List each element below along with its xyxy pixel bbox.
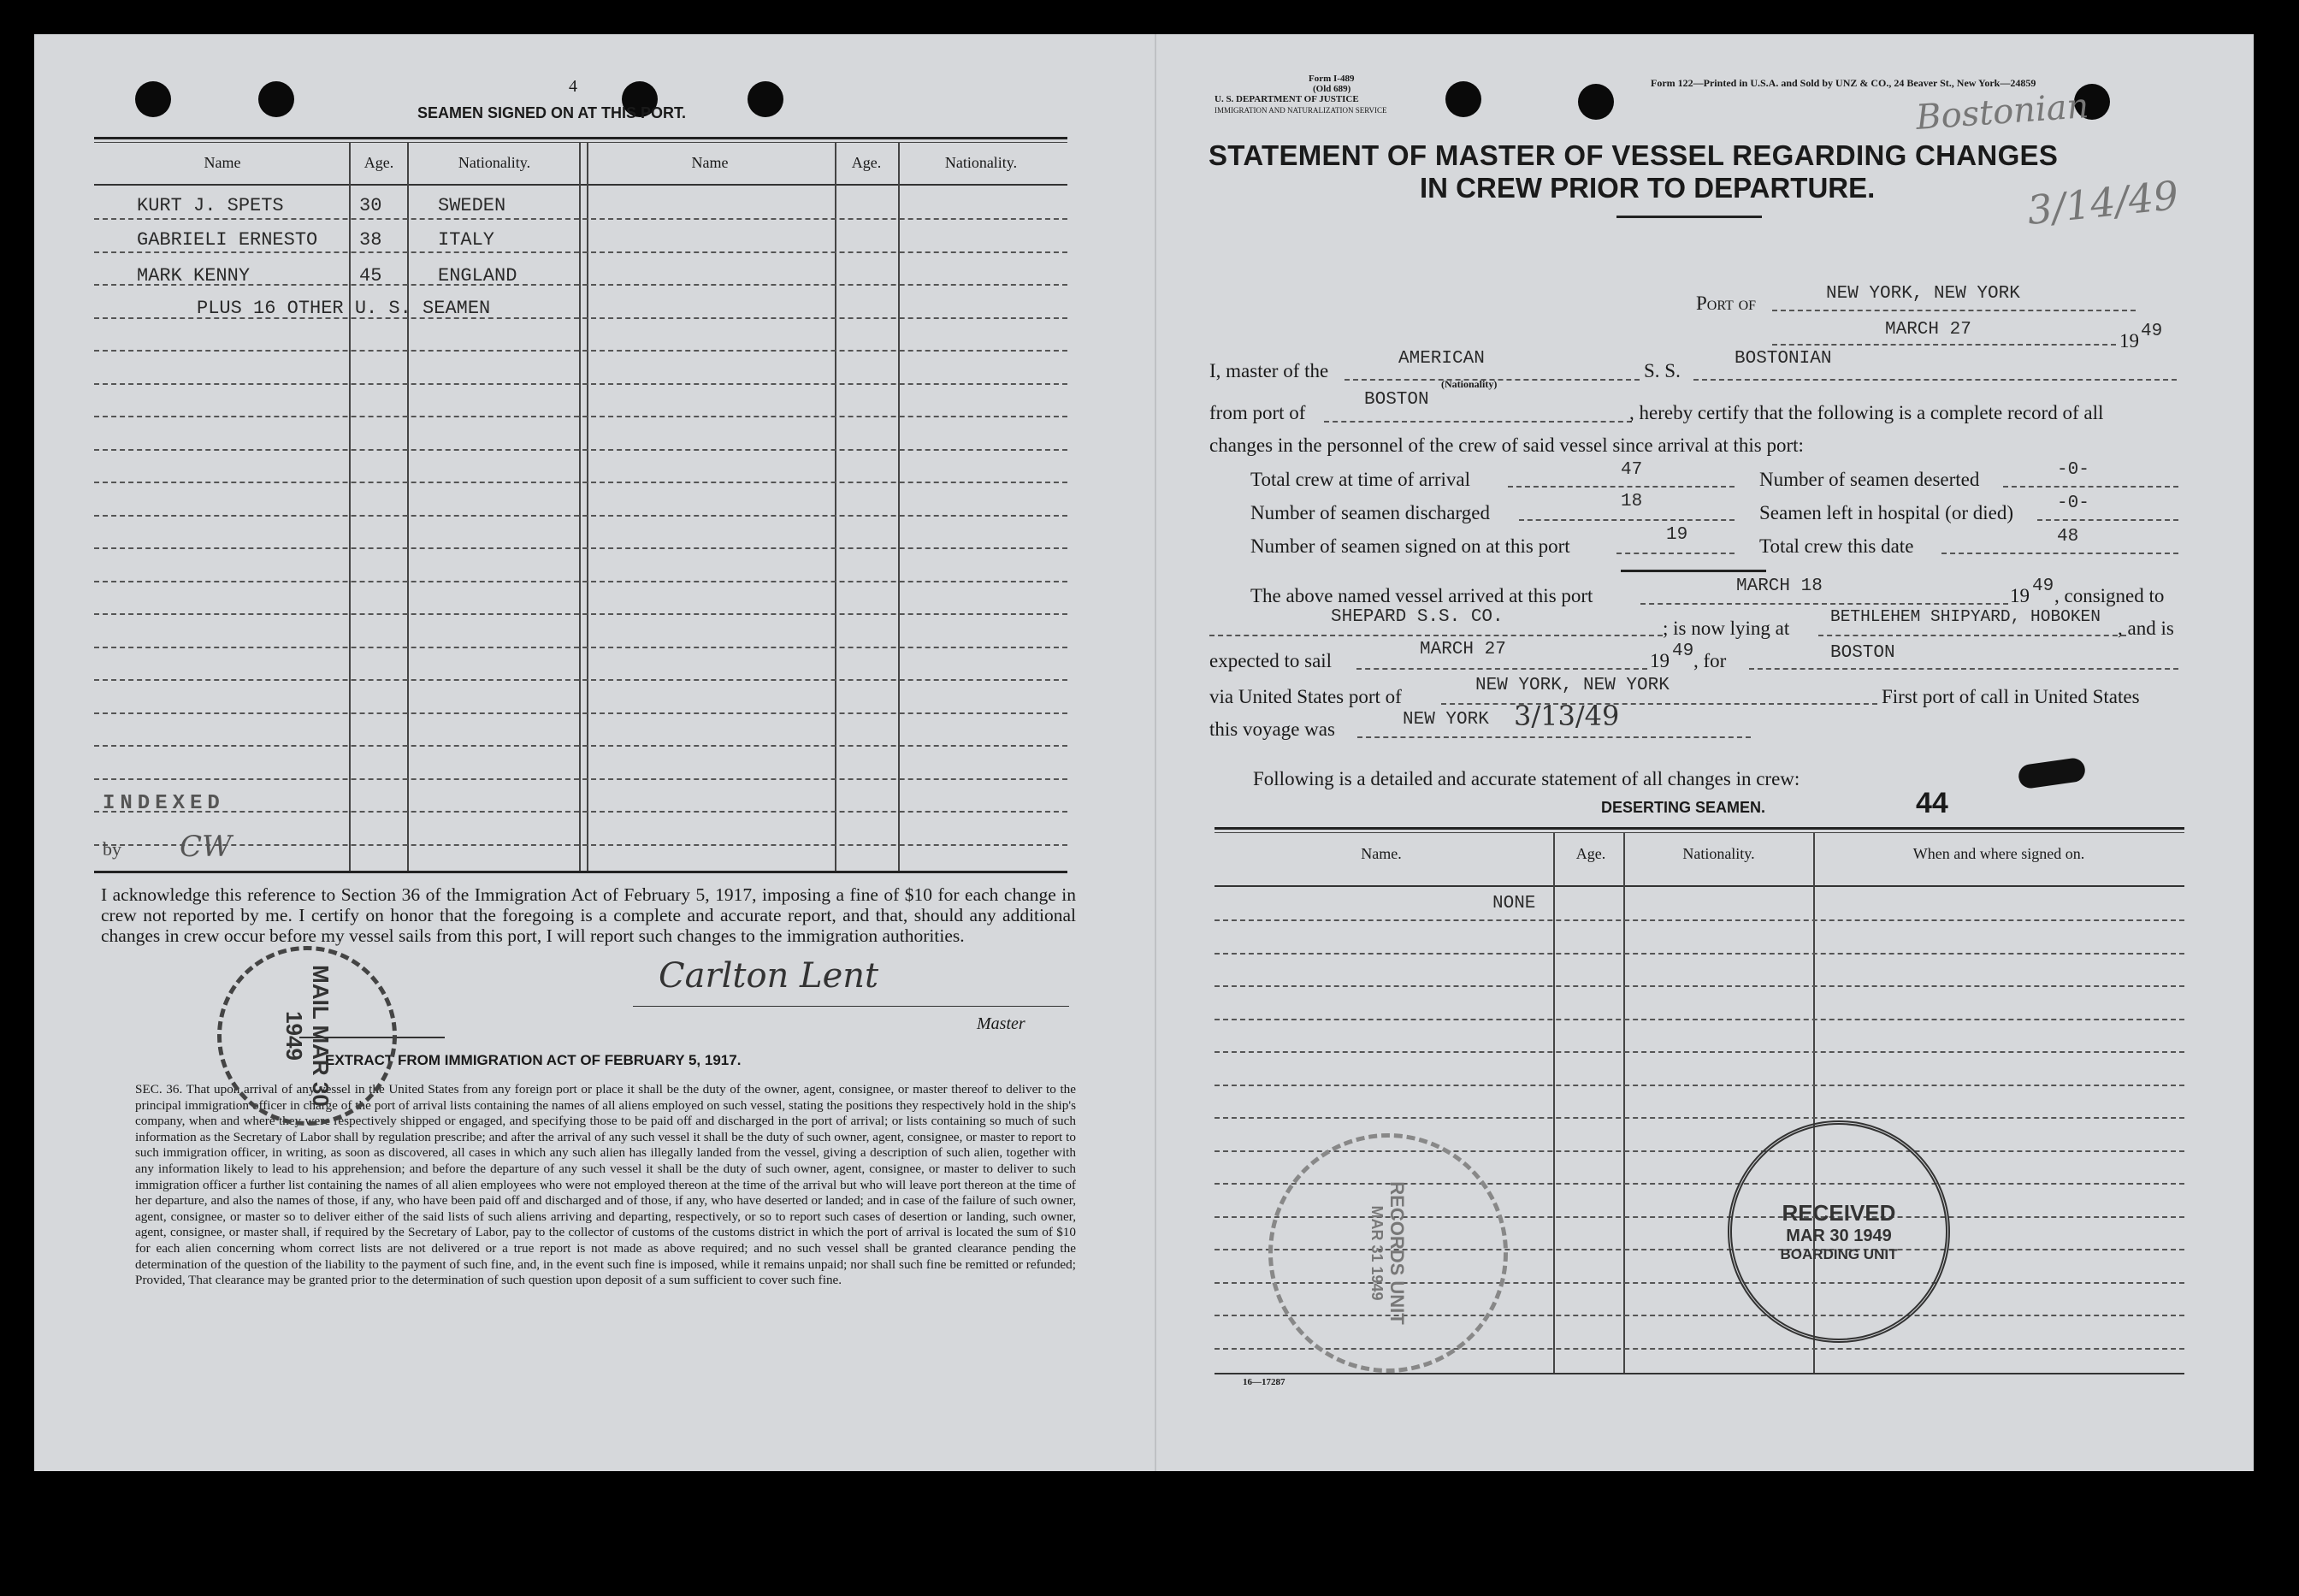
fill-line	[1818, 635, 2126, 636]
from-port-label: from port of	[1209, 402, 1306, 423]
printer-line: Form 122—Printed in U.S.A. and Sold by UNZ & CO., 24 Beaver St., New York—24859	[1651, 77, 2036, 89]
total-crew-arrival-label: Total crew at time of arrival	[1250, 469, 1471, 490]
records-stamp-label: RECORDS UNIT	[1386, 1181, 1409, 1325]
col-header-name: Name.	[1361, 845, 1402, 862]
certify-text: , hereby certify that the following is a complete record of all	[1629, 402, 2104, 423]
page-number: 4	[569, 77, 577, 96]
row-rule	[94, 581, 1067, 582]
row-rule	[94, 712, 1067, 714]
hospital-label: Seamen left in hospital (or died)	[1759, 502, 2014, 523]
row-rule	[94, 383, 1067, 385]
seaman-name: KURT J. SPETS	[137, 195, 284, 216]
seaman-age: 30	[359, 195, 382, 216]
fill-line	[1209, 635, 1663, 636]
table-top-rule	[1215, 832, 2184, 833]
ship-value: BOSTONIAN	[1735, 349, 1832, 369]
year-suffix: 49	[2141, 322, 2163, 341]
col-header-nationality: Nationality.	[1682, 845, 1755, 862]
arrived-value: MARCH 18	[1736, 576, 1823, 596]
row-rule	[94, 251, 1067, 253]
consignee-value: SHEPARD S.S. CO.	[1331, 607, 1504, 627]
sail-date: MARCH 27	[1420, 640, 1506, 659]
signed-on-value: 19	[1666, 525, 1688, 545]
total-crew-date: 48	[2057, 527, 2079, 547]
fill-line	[1356, 668, 1647, 670]
seaman-name: GABRIELI ERNESTO	[137, 229, 318, 251]
row-rule	[94, 218, 1067, 220]
col-header-name-2: Name	[691, 154, 729, 171]
lying-label: ; is now lying at	[1663, 618, 1790, 639]
by-label: by	[103, 838, 121, 860]
title-line-2: IN CREW PRIOR TO DEPARTURE.	[1420, 172, 1876, 204]
consigned-label: , consigned to	[2054, 585, 2165, 606]
col-header-name: Name	[204, 154, 241, 171]
row-rule	[94, 679, 1067, 681]
port-label: Port of	[1696, 293, 1757, 314]
fill-line	[1941, 553, 2178, 554]
discharged-label: Number of seamen discharged	[1250, 502, 1490, 523]
master-signature: Carlton Lent	[659, 956, 879, 996]
punch-hole	[748, 81, 783, 117]
by-initials: CW	[180, 830, 232, 864]
service: IMMIGRATION AND NATURALIZATION SERVICE	[1215, 106, 1387, 115]
via-value: NEW YORK, NEW YORK	[1475, 676, 1670, 695]
signed-on-label: Number of seamen signed on at this port	[1250, 535, 1570, 557]
nationality-value: AMERICAN	[1398, 349, 1485, 369]
row-rule	[94, 416, 1067, 417]
section-36-text: SEC. 36. That upon arrival of any vessel in the United States from any foreign port or place it shall be the duty of the owner, agent, consignee, or master thereof to deliver to the principal immigration officer in charge of the port of arrival lists containing the names of all aliens employed on such vessel, stating the positions they respectively hold in the ship's company, when and where they were respectively shipped or engaged, and specifying those to be paid off and discharged in the port of arrival; or lists containing so much of such information as the Secretary of Labor shall by regulation prescribe; and after the arrival of any such vessel it shall be the duty of such owner, agent, consignee, or master to report to such immigration officer, in writing, as soon as discovered, all cases in which any such alien has illegally landed from the vessel, giving a description of such alien, together with any information likely to lead to his apprehension; and before the departure of any such vessel it shall be the duty of such owner, agent, consignee, or master to deliver to such immigration officer a further list containing the names of all alien employees who were not employed thereon at the time of the arrival but who will leave port thereon at the time of her departure, and also the names of those, if any, who have been paid off and discharged and of those, if any, who have deserted or landed; and in case of the failure of such owner, agent, consignee, or master so to deliver either of the said lists of such aliens arriving and departing, respectively, or so to report such cases of desertion or landing, such owner, agent, consignee, or master shall, if required by the Secretary of Labor, pay to the collector of customs of the customs district in which the port of arrival is located the sum of $10 for each alien concerning whom correct lists are not delivered or a true report is not made as above required; and no such vessel shall be granted clearance pending the determination of the question of the liability to the payment of such fine, and, in the event such fine is imposed, while it remains unpaid; nor shall such fine be remitted or refunded; Provided, That clearance may be granted prior to the determination of such question upon deposit of a sum sufficient to cover such fine.	[135, 1082, 1076, 1288]
fill-line	[1519, 519, 1735, 521]
fill-line	[1508, 486, 1735, 488]
col-header-age-2: Age.	[851, 154, 882, 171]
records-stamp-date: MAR 31 1949	[1368, 1205, 1386, 1301]
fill-line	[1772, 344, 2116, 346]
table-bottom-rule	[1215, 1373, 2184, 1374]
sail-year-prefix: 19	[1650, 650, 1670, 671]
records-stamp	[1268, 1133, 1508, 1373]
punch-hole	[1445, 81, 1481, 117]
for-label: , for	[1693, 650, 1727, 671]
row-rule	[94, 844, 1067, 846]
indexed-stamp: INDEXED	[103, 792, 225, 815]
master-of-label: I, master of the	[1209, 360, 1329, 381]
footer-code: 16—17287	[1243, 1377, 1285, 1387]
form-old: (Old 689)	[1313, 84, 1351, 94]
handwritten-date: 3/14/49	[2024, 171, 2181, 234]
punch-hole	[258, 81, 294, 117]
col-header-nationality: Nationality.	[458, 154, 531, 171]
row-rule	[94, 811, 1067, 813]
punch-hole	[135, 81, 171, 117]
punch-hole	[1578, 84, 1614, 120]
nationality-caption: (Nationality)	[1441, 378, 1498, 390]
received-stamp	[1728, 1120, 1950, 1343]
row-rule	[94, 449, 1067, 451]
extract-title: EXTRACT FROM IMMIGRATION ACT OF FEBRUARY 5, 1917.	[325, 1052, 742, 1068]
row-rule	[94, 613, 1067, 615]
row-rule	[1215, 1085, 2184, 1086]
total-crew-arrival: 47	[1621, 460, 1643, 480]
col-header-age: Age.	[363, 154, 394, 171]
none-value: NONE	[1492, 894, 1536, 913]
plus-others-note: PLUS 16 OTHER U. S. SEAMEN	[197, 298, 491, 319]
port-value: NEW YORK, NEW YORK	[1826, 284, 2020, 304]
hospital-value: -0-	[2057, 494, 2089, 513]
row-rule	[94, 547, 1067, 549]
fill-line	[1640, 603, 2008, 605]
seaman-age: 45	[359, 265, 382, 287]
row-rule	[1215, 919, 2184, 921]
table-header-rule	[94, 184, 1067, 186]
row-rule	[94, 515, 1067, 517]
fill-line	[2037, 519, 2178, 521]
row-rule	[94, 350, 1067, 352]
fill-line	[2003, 486, 2178, 488]
row-rule	[1215, 985, 2184, 987]
fill-line	[1324, 421, 1632, 423]
seaman-nationality: ITALY	[438, 229, 495, 251]
following-text: Following is a detailed and accurate statement of all changes in crew:	[1253, 768, 1800, 789]
first-call-label: First port of call in United States	[1882, 686, 2140, 707]
total-crew-date-label: Total crew this date	[1759, 535, 1914, 557]
form-id: Form I-489	[1309, 74, 1355, 84]
row-rule	[1215, 1019, 2184, 1020]
sail-year-suffix: 49	[1672, 641, 1694, 661]
section-rule	[1621, 570, 1766, 572]
row-rule	[1215, 1117, 2184, 1119]
and-is-label: , and is	[2118, 618, 2174, 639]
page-fold	[1155, 34, 1156, 1471]
seaman-nationality: ENGLAND	[438, 265, 517, 287]
handwritten-ship: Bostonian	[1914, 86, 2090, 139]
col-header-nationality-2: Nationality.	[944, 154, 1018, 171]
signature-line	[633, 1006, 1069, 1007]
fill-line	[1441, 703, 1877, 705]
deserting-title: DESERTING SEAMEN.	[1601, 799, 1766, 816]
arrived-year-prefix: 19	[2010, 585, 2030, 606]
table-top-rule	[94, 142, 1067, 143]
col-divider	[1553, 832, 1555, 1373]
number-44: 44	[1916, 787, 1948, 819]
seaman-nationality: SWEDEN	[438, 195, 506, 216]
from-port-value: BOSTON	[1364, 390, 1429, 410]
seaman-name: MARK KENNY	[137, 265, 251, 287]
title-rule	[1616, 216, 1762, 218]
changes-text: changes in the personnel of the crew of said vessel since arrival at this port:	[1209, 434, 1804, 456]
department: U. S. DEPARTMENT OF JUSTICE	[1215, 94, 1359, 104]
deserted-label: Number of seamen deserted	[1759, 469, 1980, 490]
received-stamp-label: RECEIVED	[1782, 1200, 1896, 1226]
date-value: MARCH 27	[1885, 320, 1971, 340]
arrived-year-suffix: 49	[2032, 576, 2054, 596]
row-rule	[1215, 953, 2184, 955]
table-top-rule	[1215, 827, 2184, 830]
master-label: Master	[977, 1014, 1025, 1033]
year-prefix: 19	[2119, 330, 2139, 352]
received-stamp-unit: BOARDING UNIT	[1780, 1246, 1898, 1262]
via-label: via United States port of	[1209, 686, 1402, 707]
acknowledgement-text: I acknowledge this reference to Section 36 of the Immigration Act of February 5, 1917, imposing a fine of $10 for each change in crew not reported by me. I certify on honor that the foregoing is a complete and accurate report, and that, should any additional changes in crew occur before my vessel sails from this port, I will report such changes to the immigration authorities.	[101, 884, 1076, 946]
fill-line	[1772, 310, 2136, 311]
voyage-label: this voyage was	[1209, 718, 1335, 740]
expected-label: expected to sail	[1209, 650, 1333, 671]
discharged-value: 18	[1621, 492, 1643, 511]
voyage-date: 3/13/49	[1514, 700, 1620, 732]
deserted-value: -0-	[2057, 460, 2089, 480]
row-rule	[1215, 1051, 2184, 1053]
col-header-signed-on: When and where signed on.	[1912, 845, 2085, 862]
row-rule	[94, 482, 1067, 483]
lying-value: BETHLEHEM SHIPYARD, HOBOKEN	[1830, 607, 2101, 626]
ss-label: S. S.	[1644, 360, 1681, 381]
fill-line	[1749, 668, 2178, 670]
voyage-value: NEW YORK	[1403, 710, 1489, 730]
table-header-rule	[1215, 885, 2184, 887]
fill-line	[1616, 553, 1735, 554]
table-top-rule	[94, 137, 1067, 139]
row-rule	[94, 745, 1067, 747]
fill-line	[1357, 736, 1751, 738]
mail-stamp: MAIL MAR 30 1949	[217, 946, 397, 1126]
table-bottom-rule	[94, 871, 1067, 873]
fill-line	[1693, 379, 2177, 381]
received-stamp-date: MAR 30 1949	[1786, 1227, 1892, 1245]
title-line-1: STATEMENT OF MASTER OF VESSEL REGARDING CHANGES	[1209, 139, 2059, 171]
section-title: SEAMEN SIGNED ON AT THIS PORT.	[417, 104, 687, 121]
row-rule	[94, 647, 1067, 648]
col-divider	[1623, 832, 1625, 1373]
row-rule	[94, 778, 1067, 780]
seaman-age: 38	[359, 229, 382, 251]
arrived-label: The above named vessel arrived at this port	[1250, 585, 1593, 606]
col-header-age: Age.	[1575, 845, 1606, 862]
for-value: BOSTON	[1830, 643, 1895, 663]
